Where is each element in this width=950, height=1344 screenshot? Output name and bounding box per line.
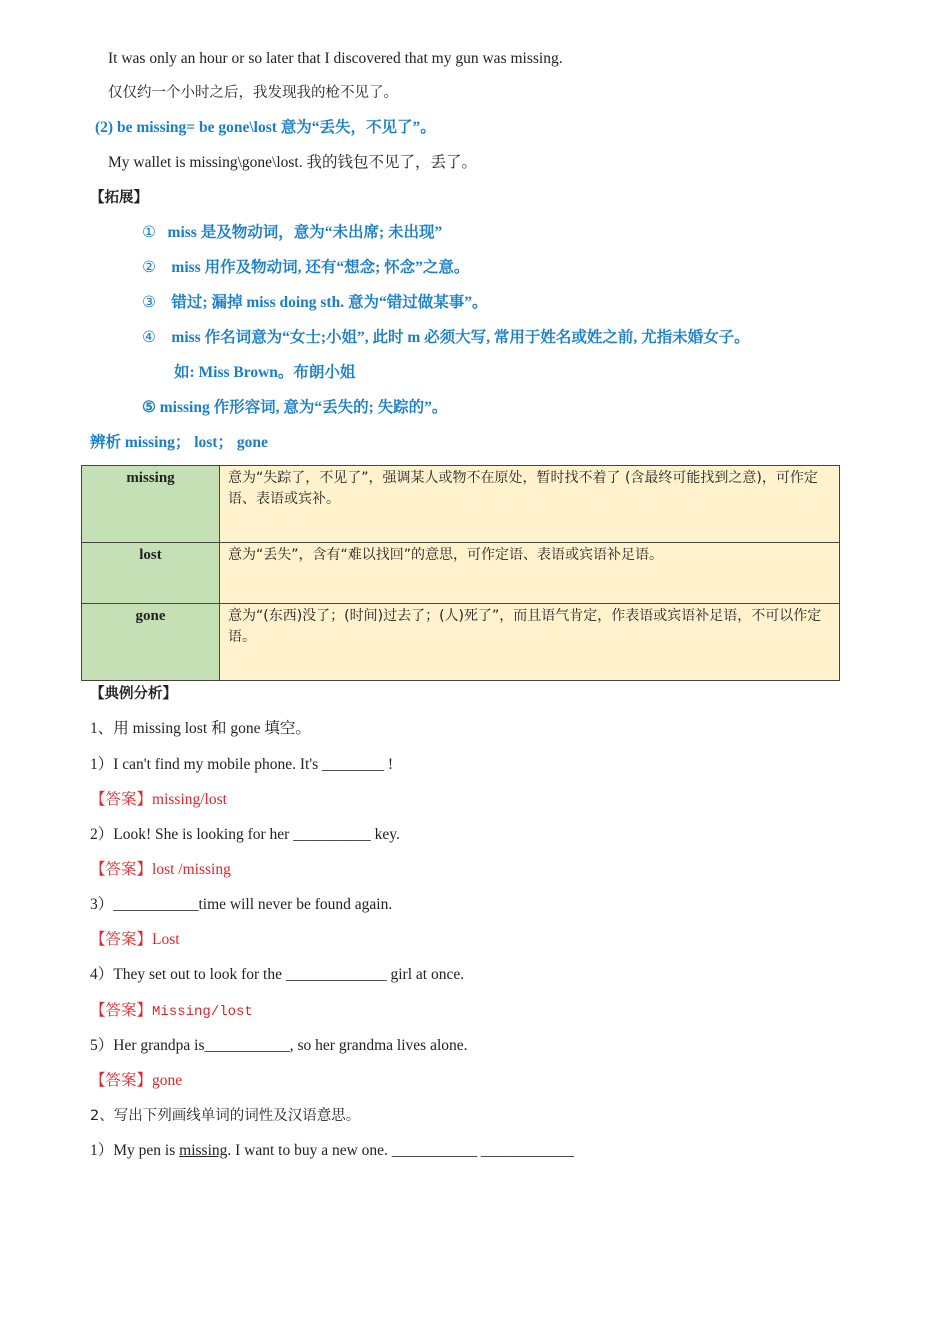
compare-heading: 辨析 missing； lost； gone: [90, 434, 268, 451]
question-text: 1）My pen is: [90, 1142, 180, 1159]
word-cell: gone: [82, 604, 220, 681]
meaning-cell: 意为“失踪了，不见了”，强调某人或物不在原处，暂时找不着了 (含最终可能找到之意)，可作定语、表语或宾补。: [220, 466, 840, 543]
meaning-cell: 意为“丢失”，含有“难以找回”的意思，可作定语、表语或宾语补足语。: [220, 543, 840, 604]
answer-text: missing/lost: [152, 791, 227, 808]
extension-item-5: ⑤ missing 作形容词, 意为“丢失的; 失踪的”。: [142, 399, 448, 416]
examples-heading: 【典例分析】: [90, 686, 177, 702]
marker: ④: [142, 329, 156, 346]
answer-text: lost /missing: [152, 861, 231, 878]
question-2: 2）Look! She is looking for her __________ key.: [90, 826, 400, 843]
table-row: [82, 543, 840, 604]
table-row: [82, 604, 840, 681]
answer-5: [90, 1071, 182, 1091]
task-2-question-1: [90, 1141, 574, 1161]
example-chinese: 仅仅约一个小时之后，我发现我的枪不见了。: [108, 85, 398, 101]
extension-item-4: [142, 328, 750, 348]
answer-label: 【答案】: [90, 1072, 153, 1089]
question-5: 5）Her grandpa is___________, so her grandma lives alone.: [90, 1037, 468, 1054]
word-cell: missing: [82, 466, 220, 543]
answer-1: [90, 790, 227, 810]
answer-label: 【答案】: [90, 1002, 153, 1019]
marker: ③: [142, 294, 156, 311]
marker: ②: [142, 259, 156, 276]
answer-2: [90, 860, 231, 880]
comparison-table: [81, 465, 840, 681]
question-text: . I want to buy a new one. ___________ ____________: [227, 1142, 574, 1159]
point-2-example: My wallet is missing\gone\lost. 我的钱包不见了，丢了。: [108, 154, 477, 171]
answer-text: Lost: [152, 931, 180, 948]
extension-item-3: [142, 293, 487, 313]
marker: ①: [142, 224, 156, 241]
answer-3: [90, 930, 180, 950]
extension-item-2: [142, 258, 469, 278]
question-4: 4）They set out to look for the _____________ girl at once.: [90, 966, 465, 983]
example-english: It was only an hour or so later that I discovered that my gun was missing.: [108, 50, 563, 67]
item-text: 错过; 漏掉 miss doing sth. 意为“错过做某事”。: [171, 294, 488, 311]
extension-item-1: [142, 223, 442, 243]
question-1: 1）I can't find my mobile phone. It's ________ !: [90, 756, 394, 773]
answer-label: 【答案】: [90, 861, 153, 878]
item-text: miss 是及物动词，意为“未出席; 未出现”: [167, 224, 443, 241]
answer-4: [90, 1001, 253, 1022]
answer-text: gone: [152, 1072, 183, 1089]
answer-text: Missing/lost: [152, 1004, 253, 1020]
task-1: 1、用 missing lost 和 gone 填空。: [90, 720, 311, 737]
question-3: 3）___________time will never be found again.: [90, 896, 393, 913]
point-2: (2) be missing= be gone\lost 意为“丢失，不见了”。: [95, 119, 436, 136]
underlined-word: missing: [179, 1142, 228, 1159]
answer-label: 【答案】: [90, 791, 153, 808]
item-text: miss 用作及物动词, 还有“想念; 怀念”之意。: [171, 259, 470, 276]
word-cell: lost: [82, 543, 220, 604]
meaning-cell: 意为“(东西)没了；(时间)过去了；(人)死了”，而且语气肯定，作表语或宾语补足语，不可以作定语。: [220, 604, 840, 681]
extension-item-4-example: 如: Miss Brown。布朗小姐: [174, 364, 356, 381]
table-row: [82, 466, 840, 543]
task-2: 2、写出下列画线单词的词性及汉语意思。: [90, 1108, 361, 1124]
item-text: miss 作名词意为“女士;小姐”, 此时 m 必须大写, 常用于姓名或姓之前, 尤指未婚女子。: [171, 329, 750, 346]
extension-heading: 【拓展】: [90, 190, 148, 206]
answer-label: 【答案】: [90, 931, 153, 948]
